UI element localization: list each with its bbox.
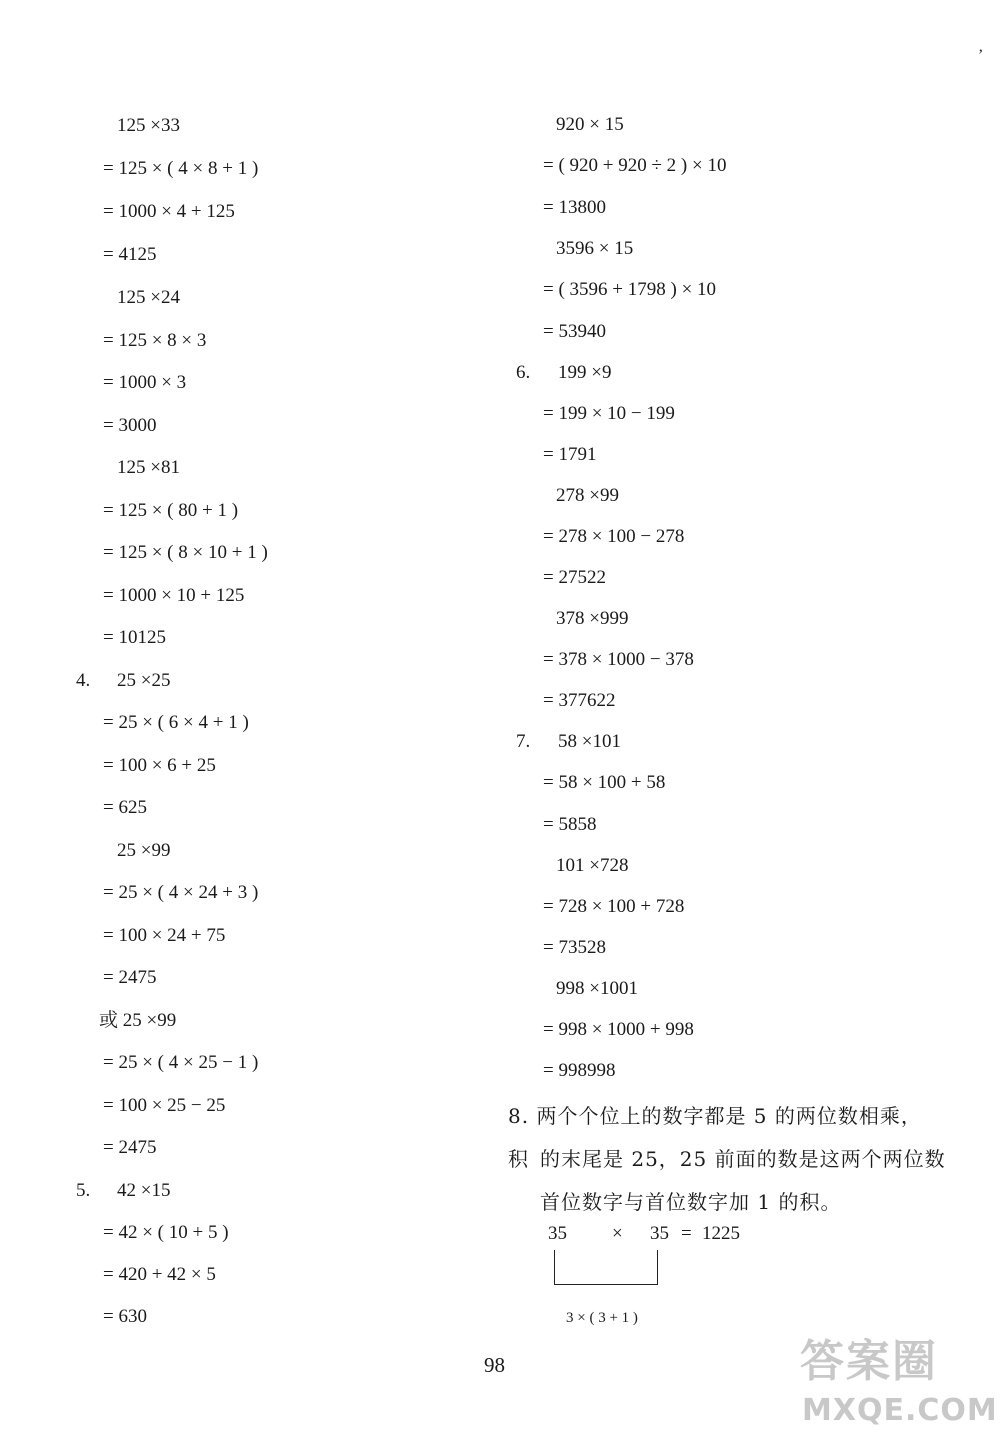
equation-line: 25 ×99 xyxy=(117,840,171,861)
equation-line: = 10125 xyxy=(103,627,166,648)
explanation-line: 8. 两个个位上的数字都是 5 的两位数相乘，积 xyxy=(508,1104,922,1171)
equation-line: 42 ×15 xyxy=(117,1180,171,1201)
equation-line: = 630 xyxy=(103,1306,147,1327)
equation-line: 或 25 ×99 xyxy=(99,1010,177,1031)
equation-line: = 1000 × 3 xyxy=(103,372,187,393)
watermark-chinese: 答案圈 xyxy=(800,1336,938,1387)
equation-line: = 125 × ( 8 × 10 + 1 ) xyxy=(103,542,268,563)
explanation-line: 的末尾是 25，25 前面的数是这两个两位数 xyxy=(540,1147,946,1171)
equation-line: = 125 × ( 4 × 8 + 1 ) xyxy=(103,158,259,179)
equation-line: 125 ×33 xyxy=(117,115,180,136)
equation-line: = 998 × 1000 + 998 xyxy=(543,1019,694,1040)
corner-mark: ʼ xyxy=(978,47,984,64)
equation-line: = 100 × 25 − 25 xyxy=(103,1095,226,1116)
equation-line: = 100 × 24 + 75 xyxy=(103,925,226,946)
bracket-connector xyxy=(554,1250,658,1285)
equation-line: = 73528 xyxy=(543,937,606,958)
page-number: 98 xyxy=(484,1353,505,1377)
equation-line: = 25 × ( 4 × 24 + 3 ) xyxy=(103,882,259,903)
equation-line: 58 ×101 xyxy=(558,731,621,752)
equation-line: = 25 × ( 4 × 25 − 1 ) xyxy=(103,1052,259,1073)
equation-line: 101 ×728 xyxy=(556,855,629,876)
left-factor: 35 xyxy=(548,1223,567,1244)
equation-line: = 377622 xyxy=(543,690,616,711)
multiplication-diagram xyxy=(540,1218,800,1338)
equation-line: = 5858 xyxy=(543,814,597,835)
equation-line: 3596 × 15 xyxy=(556,238,634,259)
right-factor: 35 xyxy=(650,1223,669,1244)
product: 1225 xyxy=(702,1223,740,1244)
equation-line: = 199 × 10 − 199 xyxy=(543,403,675,424)
equation-line: 25 ×25 xyxy=(117,670,171,691)
equation-line: 920 × 15 xyxy=(556,114,624,135)
equation-line: = 1791 xyxy=(543,444,597,465)
equation-line: = 2475 xyxy=(103,967,157,988)
equals-sign: = xyxy=(681,1223,692,1244)
equation-line: 125 ×24 xyxy=(117,287,180,308)
equation-line: = 278 × 100 − 278 xyxy=(543,526,685,547)
problem-number: 7. xyxy=(516,731,531,752)
equation-line: = ( 3596 + 1798 ) × 10 xyxy=(543,279,717,300)
equation-line: = 4125 xyxy=(103,244,157,265)
equation-line: = 58 × 100 + 58 xyxy=(543,772,666,793)
problem-number: 6. xyxy=(516,362,531,383)
bracket-note: 3 × ( 3 + 1 ) xyxy=(566,1310,638,1326)
equation-line: = 1000 × 10 + 125 xyxy=(103,585,245,606)
problem-number: 5. xyxy=(76,1180,91,1201)
equation-line: 278 ×99 xyxy=(556,485,619,506)
equation-line: = 13800 xyxy=(543,197,606,218)
equation-line: = 53940 xyxy=(543,321,606,342)
equation-line: = 27522 xyxy=(543,567,606,588)
equation-line: = ( 920 + 920 ÷ 2 ) × 10 xyxy=(543,155,727,176)
equation-line: = 42 × ( 10 + 5 ) xyxy=(103,1222,229,1243)
equation-line: = 125 × ( 80 + 1 ) xyxy=(103,500,239,521)
equation-line: = 625 xyxy=(103,797,147,818)
equation-line: = 125 × 8 × 3 xyxy=(103,330,207,351)
equation-line: 125 ×81 xyxy=(117,457,180,478)
equation-line: = 3000 xyxy=(103,415,157,436)
times-sign: × xyxy=(612,1223,623,1244)
equation-line: = 728 × 100 + 728 xyxy=(543,896,685,917)
equation-line: = 378 × 1000 − 378 xyxy=(543,649,694,670)
equation-line: = 25 × ( 6 × 4 + 1 ) xyxy=(103,712,249,733)
equation-line: 199 ×9 xyxy=(558,362,612,383)
watermark xyxy=(800,1336,996,1436)
equation-line: = 998998 xyxy=(543,1060,616,1081)
equation-line: 378 ×999 xyxy=(556,608,629,629)
problem-number: 4. xyxy=(76,670,91,691)
watermark-domain: MXQE.COM xyxy=(802,1393,998,1428)
explanation-line: 首位数字与首位数字加 1 的积。 xyxy=(540,1190,842,1214)
equation-line: = 2475 xyxy=(103,1137,157,1158)
equation-line: 998 ×1001 xyxy=(556,978,638,999)
equation-line: = 420 + 42 × 5 xyxy=(103,1264,216,1285)
equation-line: = 1000 × 4 + 125 xyxy=(103,201,235,222)
equation-line: = 100 × 6 + 25 xyxy=(103,755,216,776)
